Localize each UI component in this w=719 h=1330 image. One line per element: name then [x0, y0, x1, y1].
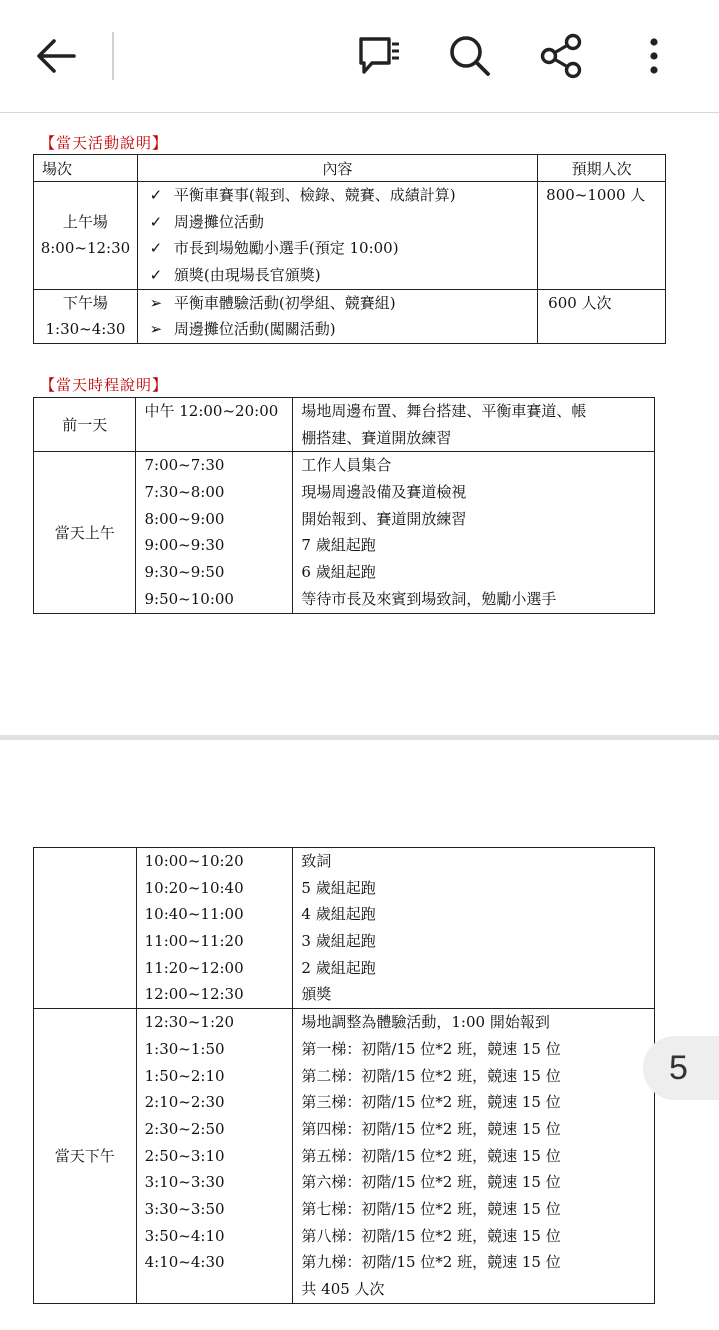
comments-icon[interactable] [356, 34, 402, 78]
top-toolbar [0, 0, 719, 113]
item-cell: 致詞 5 歲組起跑 4 歲組起跑 3 歲組起跑 2 歲組起跑 頒獎 [293, 848, 655, 1009]
session-cell [34, 289, 138, 343]
schedule-table-continued [33, 847, 655, 1304]
session-name: 上午場 [62, 212, 108, 231]
time-cell: 7:00~7:30 7:30~8:00 8:00~9:00 9:00~9:30 9:30~9:50 9:50~10:00 [136, 452, 293, 613]
expected-cell: 600 人次 [538, 289, 666, 343]
activity-table [33, 154, 666, 344]
list-item: ➢ 平衡車體驗活動(初學組、競賽組) [138, 290, 537, 317]
time-cell: 10:00~10:20 10:20~10:40 10:40~11:00 11:00~11:20 11:20~12:00 12:00~12:30 [136, 848, 293, 1009]
search-icon[interactable] [448, 34, 492, 78]
list-item: ✓ 周邊攤位活動 [138, 209, 537, 236]
session-cell [34, 182, 138, 290]
check-icon: ✓ [149, 266, 163, 285]
check-icon: ✓ [149, 239, 163, 258]
table-row [34, 182, 666, 290]
table-row [34, 452, 655, 613]
table-row [34, 848, 655, 1009]
item-cell: 場地周邊布置、舞台搭建、平衡車賽道、帳 棚搭建、賽道開放練習 [293, 398, 655, 452]
share-icon[interactable] [538, 33, 584, 79]
check-icon: ✓ [149, 186, 163, 204]
header-content: 內容 [137, 155, 537, 182]
period-cell: 當天上午 [34, 452, 136, 613]
list-item: ✓ 市長到場勉勵小選手(預定 10:00) [138, 235, 537, 262]
table-row [34, 289, 666, 343]
expected-cell: 800~1000 人 [538, 182, 666, 290]
arrow-bullet-icon: ➢ [149, 320, 163, 339]
activity-section-title: 【當天活動說明】 [40, 134, 169, 152]
item-cell: 工作人員集合 現場周邊設備及賽道檢視 開始報到、賽道開放練習 7 歲組起跑 6 歲組起跑 等待市長及來賓到場致詞，勉勵小選手 [293, 452, 655, 613]
content-cell [137, 182, 537, 290]
list-item: ✓ 平衡車賽事(報到、檢錄、競賽、成績計算) [138, 182, 537, 209]
document-page [0, 740, 719, 1330]
period-cell: 前一天 [34, 398, 136, 452]
document-page [0, 113, 719, 735]
time-cell: 12:30~1:20 1:30~1:50 1:50~2:10 2:10~2:30 2:30~2:50 2:50~3:10 3:10~3:30 3:30~3:50 3:50~4:10 4:10~4:30 [136, 1009, 293, 1304]
session-time: 8:00~12:30 [40, 239, 131, 258]
table-row [34, 398, 655, 452]
list-item: ✓ 頒獎(由現場長官頒獎) [138, 262, 537, 289]
item-cell: 場地調整為體驗活動，1:00 開始報到 第一梯：初階/15 位*2 班，競速 15 位 第二梯：初階/15 位*2 班，競速 15 位 第三梯：初階/15 位*2 班，競速 15 位 第四梯：初階/15 位*2 班，競速 15 位 第五梯：初階/15 位*2 班，競速 15 位 第六梯：初階/15 位*2 班，競速 15 位 第七梯：初階/15 位*2 班，競速 15 位 第八梯：初階/15 位*2 班，競速 15 位 第九梯：初階/15 位*2 班，競速 15 位 共 405 人次 [293, 1009, 655, 1304]
back-arrow-icon[interactable] [34, 36, 78, 76]
page-number-indicator[interactable]: 5 [643, 1036, 719, 1100]
schedule-table [33, 397, 655, 614]
table-header-row [34, 155, 666, 182]
period-cell [34, 848, 137, 1009]
period-cell: 當天下午 [34, 1009, 137, 1304]
header-expected: 預期人次 [538, 155, 666, 182]
check-icon: ✓ [149, 212, 163, 231]
session-name: 下午場 [62, 293, 108, 312]
content-cell [137, 289, 537, 343]
more-vertical-icon[interactable] [644, 36, 664, 78]
toolbar-divider [112, 32, 114, 80]
session-time: 1:30~4:30 [45, 320, 126, 339]
table-row [34, 1009, 655, 1304]
header-session: 場次 [34, 155, 138, 182]
arrow-bullet-icon: ➢ [149, 293, 163, 312]
time-cell: 中午 12:00~20:00 [136, 398, 293, 452]
schedule-section-title: 【當天時程說明】 [40, 376, 169, 394]
list-item: ➢ 周邊攤位活動(闖關活動) [138, 316, 537, 343]
